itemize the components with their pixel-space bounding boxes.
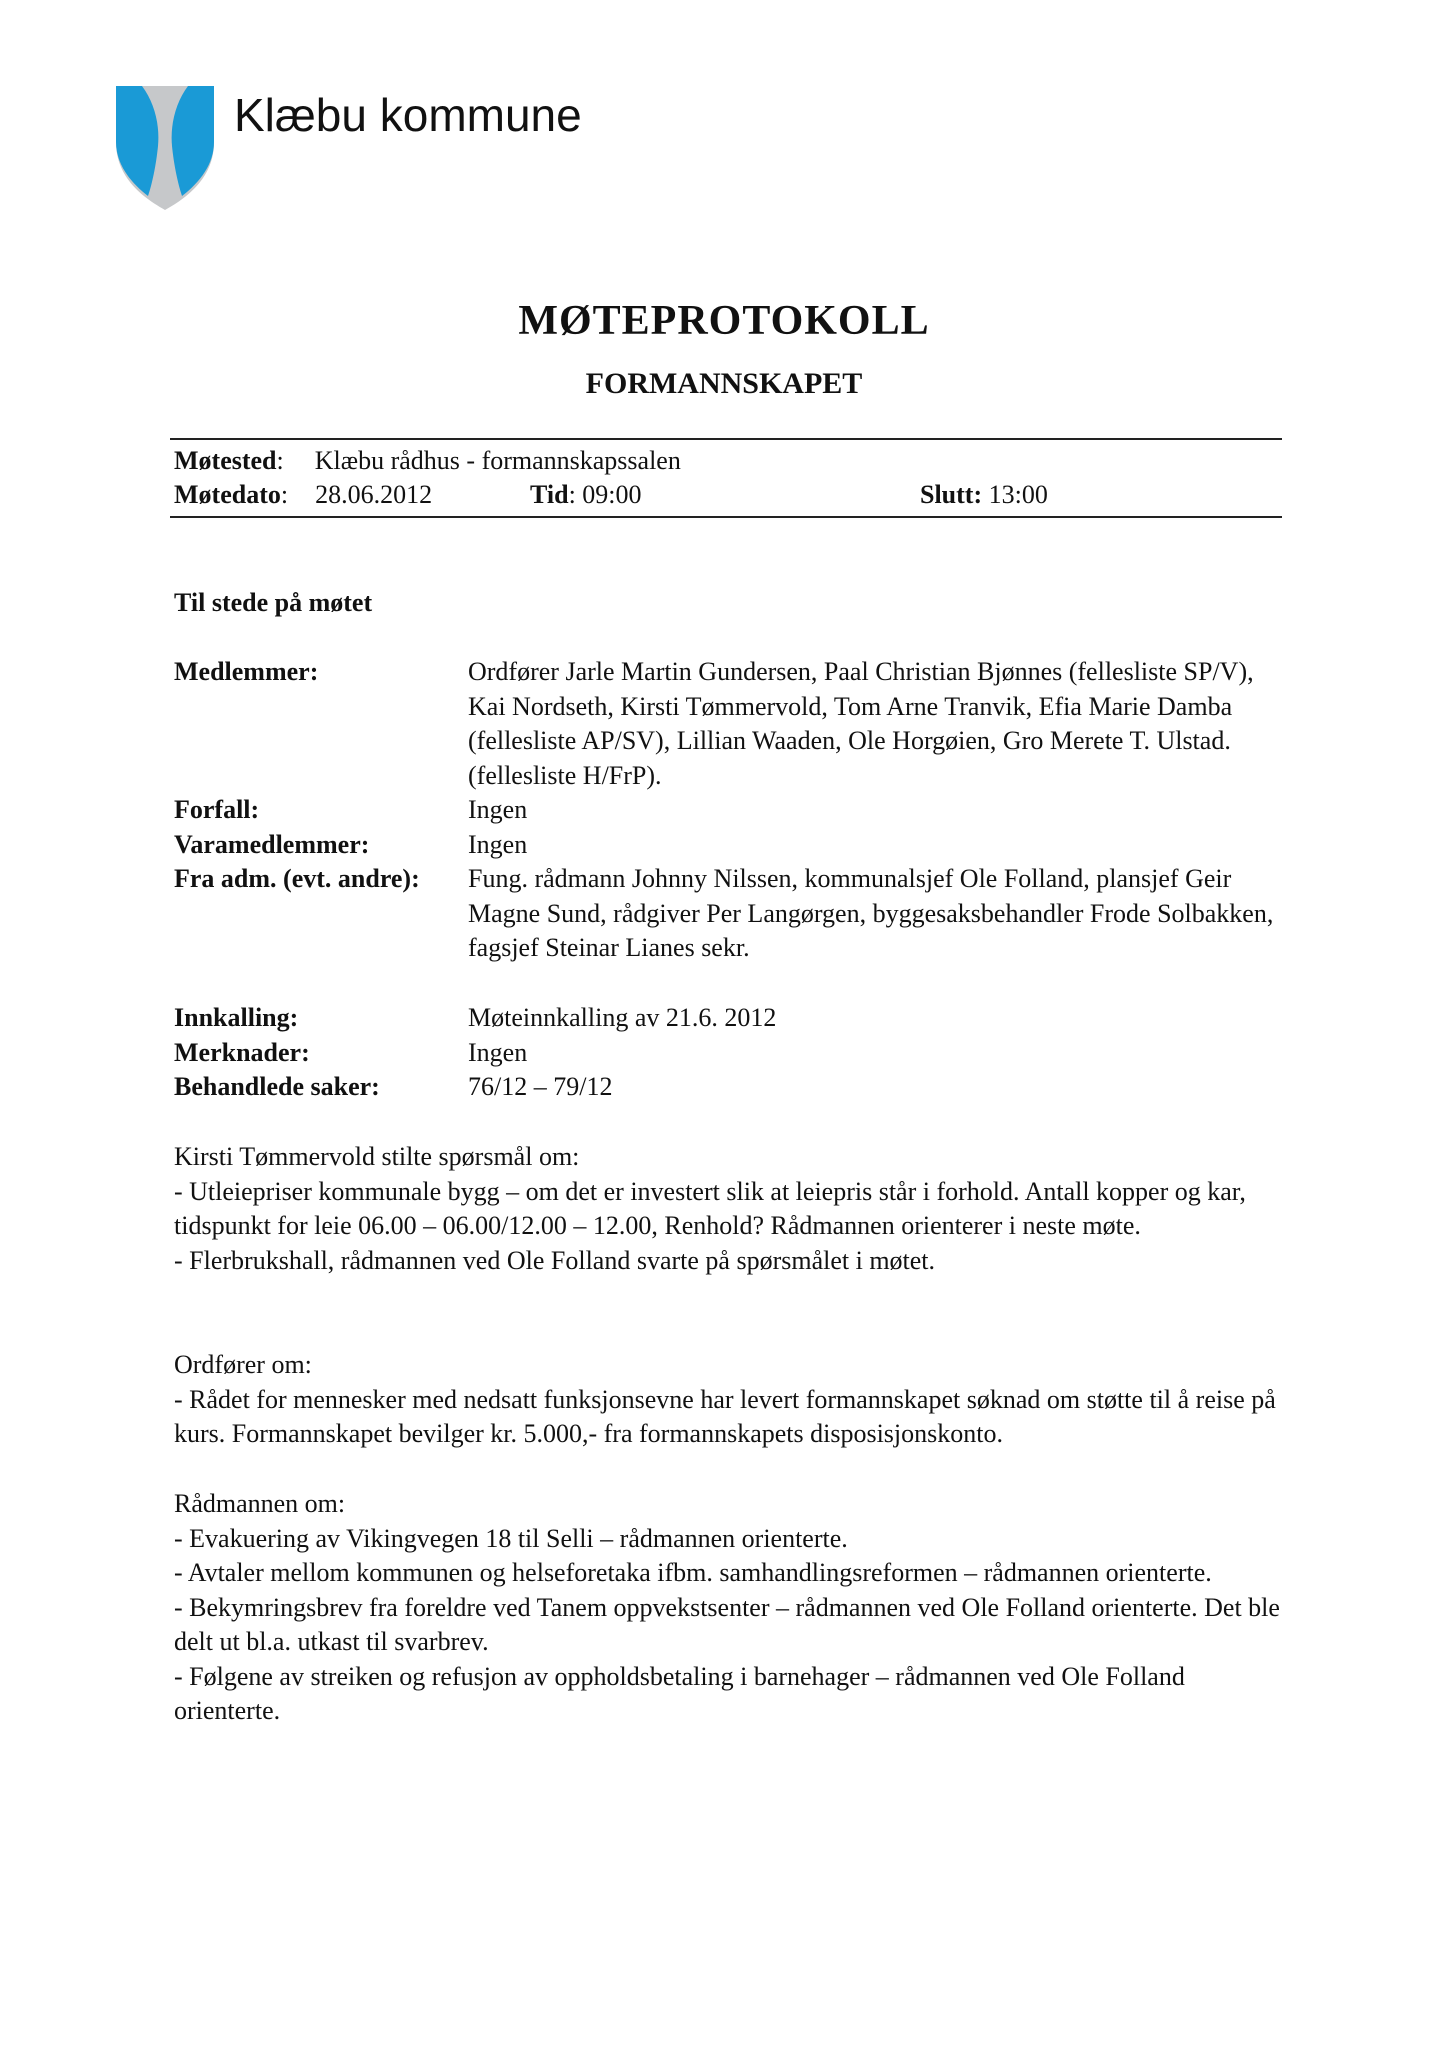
questions-section bbox=[174, 1140, 1284, 1278]
meeting-time: Tid: 09:00 bbox=[530, 480, 642, 509]
meeting-end-value: 13:00 bbox=[988, 480, 1048, 509]
meeting-date-row: Møtedato: 28.06.2012 Tid: 09:00 Slutt: 13:00 bbox=[174, 478, 1282, 512]
meeting-time-label: Tid bbox=[530, 480, 569, 509]
chief-executive-item: - Bekymringsbrev fra foreldre ved Tanem oppvekstsenter – rådmannen ved Ole Folland orienterte. Det ble delt ut bl.a. utkast til svarbrev. bbox=[174, 1592, 1280, 1656]
meeting-date-label: Møtedato bbox=[174, 480, 281, 509]
absent-label: Forfall: bbox=[174, 795, 260, 824]
mayor-item: - Rådet for mennesker med nedsatt funksjonsevne har levert formannskapet søknad om støtte til å reise på kurs. Formannskapet bevilger kr. 5.000,- fra formannskapets disposisjonskonto. bbox=[174, 1384, 1276, 1448]
deputies-value: Ingen bbox=[468, 830, 528, 859]
meeting-info bbox=[170, 438, 1282, 518]
absent-value: Ingen bbox=[468, 795, 528, 824]
meeting-time-value: 09:00 bbox=[582, 480, 642, 509]
mayor-intro: Ordfører om: bbox=[174, 1350, 312, 1379]
cases-value: 76/12 – 79/12 bbox=[468, 1072, 613, 1101]
members-value: Ordfører Jarle Martin Gundersen, Paal Christian Bjønnes (fellesliste SP/V), Kai Nordseth, Kirsti Tømmervold, Tom Arne Tranvik, Efia Marie Damba (fellesliste AP/SV), Lillian Waaden, Ole Horgøien, Gro Merete T. Ulstad. (fellesliste H/FrP). bbox=[468, 657, 1254, 790]
meeting-date-value: 28.06.2012 bbox=[315, 480, 433, 509]
chief-executive-intro: Rådmannen om: bbox=[174, 1489, 346, 1518]
questions-item: - Utleiepriser kommunale bygg – om det er investert slik at leiepris står i forhold. Antall kopper og kar, tidspunkt for leie 06.00 – 06.00/12.00 – 12.00, Renhold? Rådmannen orienterer i neste møte. bbox=[174, 1176, 1246, 1240]
meeting-place-label: Møtested bbox=[174, 446, 277, 475]
admin-value: Fung. rådmann Johnny Nilssen, kommunalsjef Ole Folland, plansjef Geir Magne Sund, rådgiver Per Langørgen, byggesaksbehandler Frode Solbakken, fagsjef Steinar Lianes sekr. bbox=[468, 864, 1274, 962]
summons-label: Innkalling: bbox=[174, 1003, 299, 1032]
chief-executive-item: - Følgene av streiken og refusjon av oppholdsbetaling i barnehager – rådmannen ved Ole Folland orienterte. bbox=[174, 1661, 1185, 1725]
mayor-section bbox=[174, 1348, 1284, 1452]
remarks-label: Merknader: bbox=[174, 1038, 310, 1067]
chief-executive-section bbox=[174, 1487, 1284, 1729]
deputies-label: Varamedlemmer: bbox=[174, 830, 370, 859]
letterhead bbox=[112, 84, 712, 214]
attendance-heading: Til stede på møtet bbox=[174, 588, 373, 617]
meeting-place-row: Møtested: Klæbu rådhus - formannskapssalen bbox=[174, 446, 681, 475]
municipality-name: Klæbu kommune bbox=[234, 89, 582, 141]
meeting-end-label: Slutt: bbox=[920, 480, 983, 509]
chief-executive-item: - Avtaler mellom kommunen og helseforetaka ifbm. samhandlingsreformen – rådmannen orienterte. bbox=[174, 1558, 1212, 1587]
summons-value: Møteinnkalling av 21.6. 2012 bbox=[468, 1003, 777, 1032]
coat-of-arms-shield-icon bbox=[112, 84, 218, 212]
document-subtitle: FORMANNSKAPET bbox=[585, 367, 863, 400]
remarks-value: Ingen bbox=[468, 1038, 528, 1067]
members-label: Medlemmer: bbox=[174, 657, 319, 686]
meeting-end bbox=[920, 478, 1048, 512]
admin-label: Fra adm. (evt. andre): bbox=[174, 864, 420, 893]
meeting-place-value: Klæbu rådhus - formannskapssalen bbox=[314, 446, 681, 475]
chief-executive-item: - Evakuering av Vikingvegen 18 til Selli – rådmannen orienterte. bbox=[174, 1523, 848, 1553]
questions-intro: Kirsti Tømmervold stilte spørsmål om: bbox=[174, 1142, 580, 1171]
cases-label: Behandlede saker: bbox=[174, 1072, 380, 1101]
questions-item: - Flerbrukshall, rådmannen ved Ole Folland svarte på spørsmålet i møtet. bbox=[174, 1245, 936, 1275]
document-title: MØTEPROTOKOLL bbox=[518, 298, 930, 344]
